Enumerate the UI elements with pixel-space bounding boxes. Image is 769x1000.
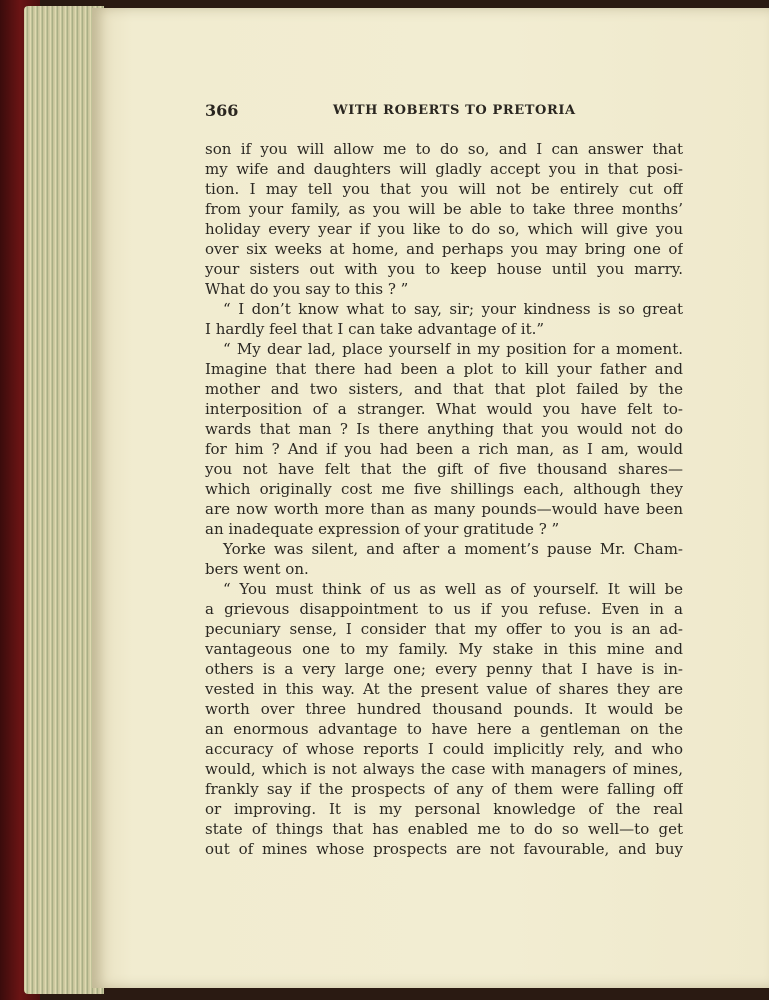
text-line: mother and two sisters, and that that plot failed by the bbox=[205, 380, 683, 398]
text-line: a grievous disappointment to us if you refuse. Even in a bbox=[205, 600, 683, 618]
text-line: Yorke was silent, and after a moment’s pause Mr. Cham- bbox=[223, 540, 683, 558]
text-line: Imagine that there had been a plot to kill your father and bbox=[205, 360, 683, 378]
text-line: accuracy of whose reports I could implicitly rely, and who bbox=[205, 740, 683, 758]
text-line: son if you will allow me to do so, and I can answer that bbox=[205, 140, 683, 158]
text-line: others is a very large one; every penny that I have is in- bbox=[205, 660, 683, 678]
text-line: interposition of a stranger. What would you have felt to- bbox=[205, 400, 683, 418]
text-line: holiday every year if you like to do so, which will give you bbox=[205, 220, 683, 238]
text-line: which originally cost me five shillings each, although they bbox=[205, 480, 683, 498]
text-line: or improving. It is my personal knowledge of the real bbox=[205, 800, 683, 818]
text-line: an enormous advantage to have here a gentleman on the bbox=[205, 720, 683, 738]
text-line: frankly say if the prospects of any of them were falling off bbox=[205, 780, 683, 798]
body-text bbox=[205, 139, 683, 859]
text-line: my wife and daughters will gladly accept you in that posi- bbox=[205, 160, 683, 178]
text-line: you not have felt that the gift of five thousand shares— bbox=[205, 460, 683, 478]
page-number: 366 bbox=[205, 101, 239, 120]
text-line: What do you say to this ? ” bbox=[205, 280, 409, 298]
text-line: would, which is not always the case with managers of mines, bbox=[205, 760, 683, 778]
text-line: wards that man ? Is there anything that you would not do bbox=[205, 420, 683, 438]
text-line: over six weeks at home, and perhaps you may bring one of bbox=[205, 240, 683, 258]
text-line: an inadequate expression of your gratitude ? ” bbox=[205, 520, 560, 538]
text-line: I hardly feel that I can take advantage of it.” bbox=[205, 320, 545, 338]
text-line: “ I don’t know what to say, sir; your kindness is so great bbox=[223, 300, 683, 318]
page-header bbox=[205, 101, 683, 123]
text-line: “ You must think of us as well as of yourself. It will be bbox=[223, 580, 683, 598]
text-line: for him ? And if you had been a rich man, as I am, would bbox=[205, 440, 683, 458]
running-head: WITH ROBERTS TO PRETORIA bbox=[333, 103, 576, 118]
text-line: vested in this way. At the present value of shares they are bbox=[205, 680, 683, 698]
text-line: tion. I may tell you that you will not be entirely cut off bbox=[205, 180, 683, 198]
text-line: pecuniary sense, I consider that my offer to you is an ad- bbox=[205, 620, 683, 638]
text-line: worth over three hundred thousand pounds. It would be bbox=[205, 700, 683, 718]
text-line: out of mines whose prospects are not favourable, and buy bbox=[205, 840, 683, 858]
text-line: your sisters out with you to keep house until you marry. bbox=[205, 260, 683, 278]
text-line: are now worth more than as many pounds—would have been bbox=[205, 500, 683, 518]
text-line: bers went on. bbox=[205, 560, 309, 578]
text-line: “ My dear lad, place yourself in my position for a moment. bbox=[223, 340, 683, 358]
text-line: from your family, as you will be able to take three months’ bbox=[205, 200, 683, 218]
text-line: vantageous one to my family. My stake in this mine and bbox=[205, 640, 683, 658]
text-line: state of things that has enabled me to do so well—to get bbox=[205, 820, 683, 838]
